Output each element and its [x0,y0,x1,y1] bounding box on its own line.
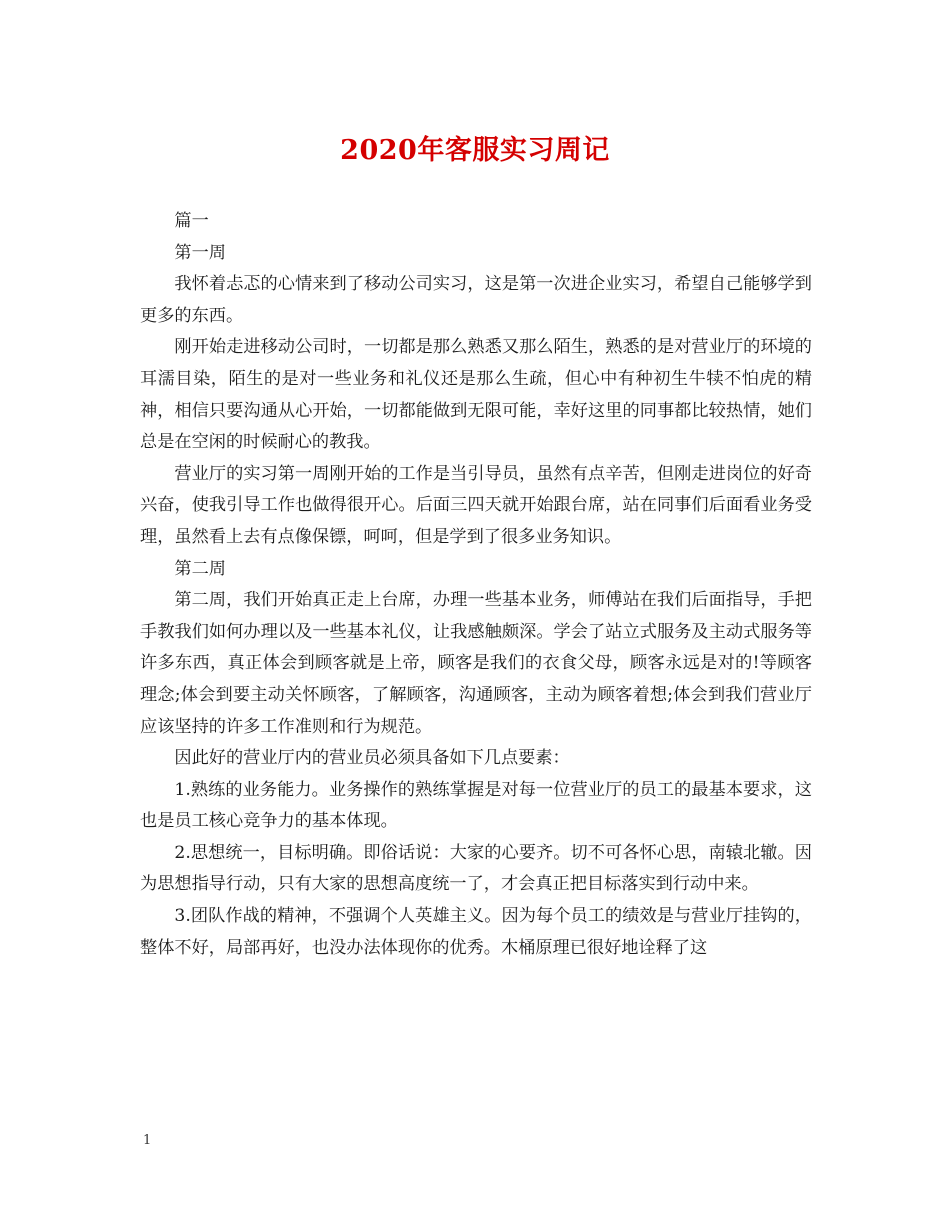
body-paragraph: 第二周，我们开始真正走上台席，办理一些基本业务，师傅站在我们后面指导，手把手教我们如何办理以及一些基本礼仪，让我感触颇深。学会了站立式服务及主动式服务等许多东西，真正体会到顾客就是上帝，顾客是我们的衣食父母，顾客永远是对的!等顾客理念;体会到要主动关怀顾客，了解顾客，沟通顾客，主动为顾客着想;体会到我们营业厅应该坚持的许多工作准则和行为规范。 [140,590,812,737]
section-heading: 篇一 [174,211,209,231]
body-paragraph: 因此好的营业厅内的营业员必须具备如下几点要素： [174,748,570,769]
list-item: 3.团队作战的精神，不强调个人英雄主义。因为每个员工的绩效是与营业厅挂钩的，整体不好，局部再好，也没办法体现你的优秀。木桶原理已很好地诠释了这 [140,906,812,958]
body-paragraph: 刚开始走进移动公司时，一切都是那么熟悉又那么陌生，熟悉的是对营业厅的环境的耳濡目染，陌生的是对一些业务和礼仪还是那么生疏，但心中有种初生牛犊不怕虎的精神，相信只要沟通从心开始，一切都能做到无限可能，幸好这里的同事都比较热情，她们总是在空闲的时候耐心的教我。 [140,337,812,453]
body-paragraph: 我怀着忐忑的心情来到了移动公司实习，这是第一次进企业实习，希望自己能够学到更多的东西。 [140,274,812,326]
list-item: 2.思想统一，目标明确。即俗话说：大家的心要齐。切不可各怀心思，南辕北辙。因为思想指导行动，只有大家的思想高度统一了，才会真正把目标落实到行动中来。 [140,842,812,895]
page-number: 1 [143,1133,152,1148]
document-body [140,206,812,964]
document-title: 2020年客服实习周记 [340,135,610,166]
body-paragraph: 营业厅的实习第一周刚开始的工作是当引导员，虽然有点辛苦，但刚走进岗位的好奇兴奋，使我引导工作也做得很开心。后面三四天就开始跟台席，站在同事们后面看业务受理，虽然看上去有点像保镖，呵呵，但是学到了很多业务知识。 [140,463,812,547]
week-heading: 第二周 [174,558,226,579]
week-heading: 第一周 [174,242,226,263]
list-item: 1.熟练的业务能力。业务操作的熟练掌握是对每一位营业厅的员工的最基本要求，这也是员工核心竞争力的基本体现。 [140,779,812,832]
